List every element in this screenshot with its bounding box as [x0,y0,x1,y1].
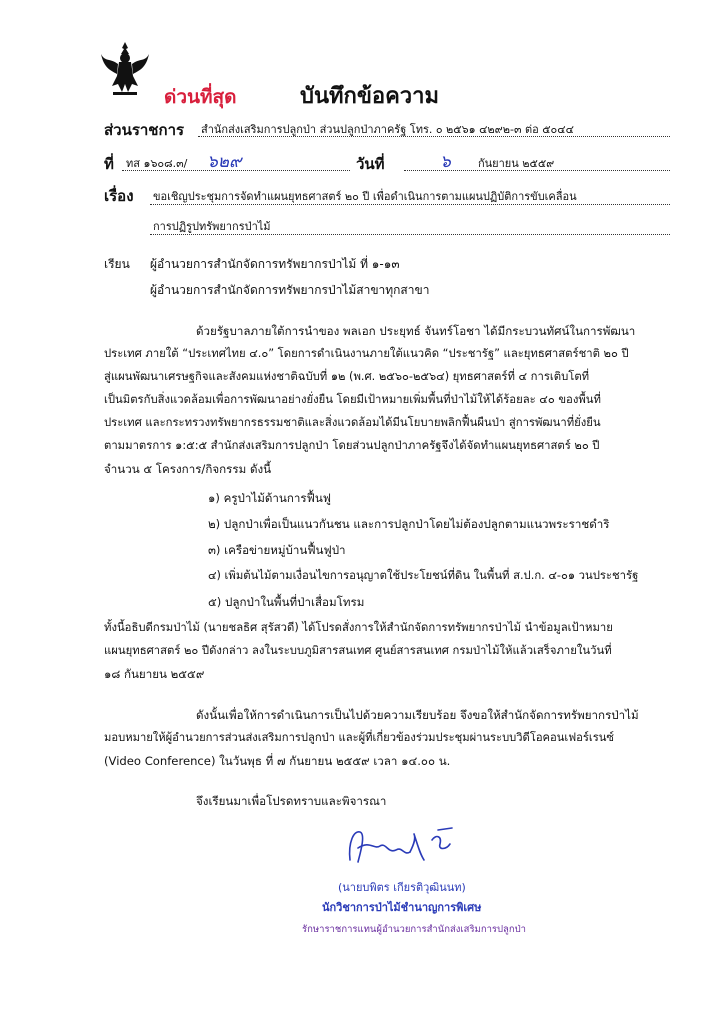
list-item: ๕) ปลูกป่าในพื้นที่ป่าเสื่อมโทรม [208,595,365,609]
signature-scribble [340,820,470,870]
list-item: ๔) เพิ่มต้นไม้ตามเงื่อนไขการอนุญาตใช้ประโยชน์ที่ดิน ในพื้นที่ ส.ป.ก. ๔-๐๑ วนประชารัฐ [208,569,639,582]
agency-value: สำนักส่งเสริมการปลูกป่า ส่วนปลูกป่าภาครัฐ โทร. ๐ ๒๕๖๑ ๔๒๙๒-๓ ต่อ ๕๐๔๔ [201,123,574,136]
subject-label: เรื่อง [104,187,134,205]
subject-line-2: การปฏิรูปทรัพยากรป่าไม้ [153,220,271,233]
closing-line: จึงเรียนมาเพื่อโปรดทราบและพิจารณา [196,794,387,808]
recipient-label: เรียน [104,257,130,271]
memo-title: บันทึกข้อความ [300,84,440,109]
ref-number-handwritten: ๖๒๙ [207,152,242,172]
list-item: ๓) เครือข่ายหมู่บ้านฟื้นฟูป่า [208,543,346,557]
subject-line-1: ขอเชิญประชุมการจัดทำแผนยุทธศาสตร์ ๒๐ ปี เพื่อดำเนินการตามแผนปฏิบัติการขับเคลื่อน [153,190,577,203]
date-day-handwritten: ๖ [440,152,451,172]
signatory-position: นักวิชาการป่าไม้ชำนาญการพิเศษ [322,901,482,914]
para1-line: ด้วยรัฐบาลภายใต้การนำของ พลเอก ประยุทธ์ จันทร์โอชา ได้มีกระบวนทัศน์ในการพัฒนา [196,324,636,338]
recipient-line-1: ผู้อำนวยการสำนักจัดการทรัพยากรป่าไม้ ที่ ๑-๑๓ [150,257,400,271]
signatory-acting-stamp: รักษาราชการแทนผู้อำนวยการสำนักส่งเสริมการปลูกป่า [302,924,526,935]
para1-line: ตามมาตรการ ๑:๕:๕ สำนักส่งเสริมการปลูกป่า โดยส่วนปลูกป่าภาครัฐจึงได้จัดทำแผนยุทธศาสตร์ ๒๐ ปี [104,439,600,452]
para1-line: สู่แผนพัฒนาเศรษฐกิจและสังคมแห่งชาติฉบับที่ ๑๒ (พ.ศ. ๒๕๖๐-๒๕๖๔) ยุทธศาสตร์ที่ ๔ การเติบโตที่ [104,370,590,383]
para1-line: ประเทศ และกระทรวงทรัพยากรธรรมชาติและสิ่งแวดล้อมได้มีนโยบายพลิกฟื้นผืนป่า สู่การพัฒนาที่ยั่งยืน [104,416,601,429]
date-value: กันยายน ๒๕๕๙ [478,157,555,170]
para1-line: เป็นมิตรกับสิ่งแวดล้อมเพื่อการพัฒนาอย่างยั่งยืน โดยมีเป้าหมายเพิ่มพื้นที่ป่าไม้ให้ได้ร้อยละ ๔๐ ของพื้นที่ [104,393,601,406]
para3-line: ดังนั้นเพื่อให้การดำเนินการเป็นไปด้วยความเรียบร้อย จึงขอให้สำนักจัดการทรัพยากรป่าไม้ [196,708,639,722]
para3-line: มอบหมายให้ผู้อำนวยการส่วนส่งเสริมการปลูกป่า และผู้ที่เกี่ยวข้องร่วมประชุมผ่านระบบวิดีโอคอนเฟอร์เรนซ์ [104,731,614,744]
para1-line: จำนวน ๕ โครงการ/กิจกรรม ดังนี้ [104,462,272,476]
date-label: วันที่ [356,155,385,173]
ref-label: ที่ [104,155,114,173]
list-item: ๒) ปลูกป่าเพื่อเป็นแนวกันชน และการปลูกป่าโดยไม่ต้องปลูกตามแนวพระราชดำริ [208,517,610,531]
ref-value: ทส ๑๖๐๘.๓/ [126,157,188,170]
urgency-label: ด่วนที่สุด [164,86,237,108]
recipient-line-2: ผู้อำนวยการสำนักจัดการทรัพยากรป่าไม้สาขาทุกสาขา [150,283,430,297]
para2-line: ๑๘ กันยายน ๒๕๕๙ [104,667,205,681]
para2-line: แผนยุทธศาสตร์ ๒๐ ปีดังกล่าว ลงในระบบภูมิสารสนเทศ ศูนย์สารสนเทศ กรมป่าไม้ให้แล้วเสร็จภายในวันที่ [104,644,612,657]
para3-line: (Video Conference) ในวันพุธ ที่ ๗ กันยายน ๒๕๕๙ เวลา ๑๔.๐๐ น. [104,754,451,768]
agency-label: ส่วนราชการ [104,121,185,139]
para1-line: ประเทศ ภายใต้ “ประเทศไทย ๔.๐” โดยการดำเนินงานภายใต้แนวคิด “ประชารัฐ” และยุทธศาสตร์ชาติ ๒๐ ปี [104,347,629,360]
signatory-name: (นายบพิตร เกียรติวุฒินนท) [338,881,466,894]
para2-line: ทั้งนี้อธิบดีกรมป่าไม้ (นายชลธิศ สุรัสวดี) ได้โปรดสั่งการให้สำนักจัดการทรัพยากรป่าไม้ นำข้อมูลเป้าหมาย [104,621,613,634]
list-item: ๑) ครูป่าไม้ด้านการฟื้นฟู [208,491,331,505]
garuda-emblem-icon [100,40,150,98]
